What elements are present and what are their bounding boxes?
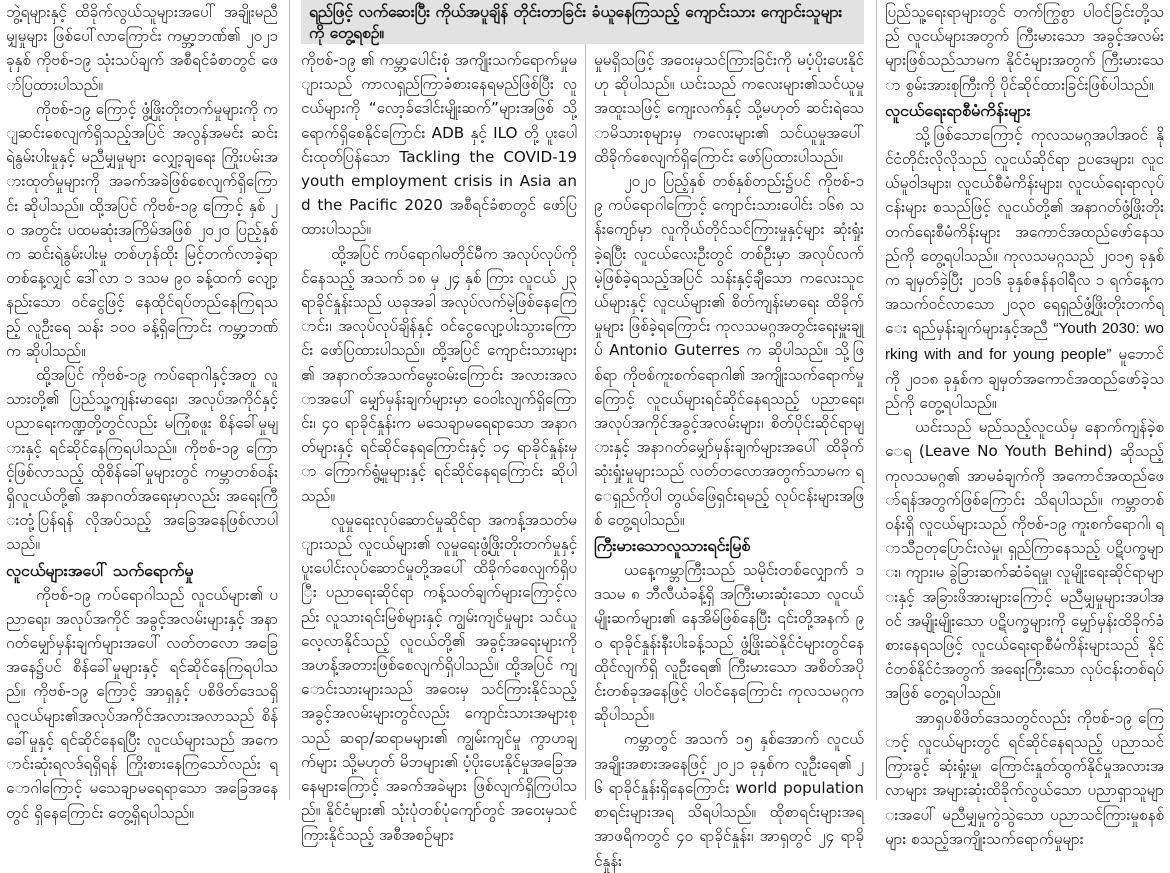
column-1 [6, 0, 278, 822]
paragraph: ယနေ့ကမ္ဘာကြီးသည် သမိုင်းတစ်လျှောက် ၁ ဒသမ ၈ ဘီလီယံခန့်ရှိ အကြီးမားဆုံးသော လူငယ်မျိုးဆက်များ၏ နေအိမ်ဖြစ်နေပြီး ၎င်းတို့အနက် ၉၀ ရာခိုင်နှုန်းနီးပါးခန့်သည် ဖွံ့ဖြိုးဆဲနိုင်ငံများတွင်နေထိုင်လျက်ရှိ လူဦးရေ၏ ကြီးမားသော အစိတ်အပိုင်းတစ်ခုအနေဖြင့် ပါဝင်နေကြောင်း ကုလသမဂ္ဂက ဆိုပါသည်။ [594, 561, 864, 725]
paragraph-text: သို့ဖြစ်သောကြောင့် ကုလသမဂ္ဂအပါအဝင် နိုင်ငံတိုင်းလိုလိုသည် လူငယ်ဆိုင်ရာ ဥပဒေများ၊ လူငယ်မူဝါဒများ၊ လူငယ်စီမံကိန်းများ၊ လူငယ်ရေးရာလုပ်ငန်းများ စသည်ဖြင့် လူငယ်တို့၏ အနာဂတ်ဖွံ့ဖြိုးတိုးတက်ရေးစီမံကိန်းများ အကောင်အထည်ဖော်နေသည်ကို တွေ့ရပါသည်။ ကုလသမဂ္ဂသည် ၂၀၁၅ ခုနှစ်က ချမှတ်ခဲ့ပြီး ၂၀၁၆ ခုနှစ်ဇန်နဝါရီလ ၁ ရက်နေ့က အသက်ဝင်လာသော ၂၀၃၀ ရေရှည်ဖွံ့ဖြိုးတိုးတက်ရေး ရည်မှန်းချက်များနှင့်အညီ [885, 125, 1164, 338]
paragraph [885, 123, 1164, 415]
paragraph: ကိုဗစ်-၁၉ ၏ ကမ္ဘာ့ပေါင်းစုံ အကျိုးသက်ရောက်မှုများသည် ကာလရှည်ကြာခံစားနေရမည်ဖြစ်ပြီး လူငယ်များကို “လော့ခ်ဒေါင်းမျိုးဆက်”များအဖြစ် သို့ ရောက်ရှိစေနိုင်ကြောင်း ADB နှင့် ILO တို့ ပူးပေါင်းထုတ်ပြန်သော Tackling the COVID-19 youth employment crisis in Asia and the Pacific 2020 အစီရင်ခံစာတွင် ဖော်ပြထားပါသည်။ [301, 51, 577, 239]
paragraph: ပြည်သူ့ရေးရာများတွင် တက်ကြွစွာ ပါဝင်ခြင်းတို့သည် လူငယ်များအတွက် ကြီးမားသော အခွင့်အလမ်းများဖြစ်သည်သာမက နိုင်ငံများအတွက် ကြီးမားသော စွမ်းအားစုကြီးကို ပိုင်ဆိုင်ထားခြင်းဖြစ်ပါသည်။ [885, 3, 1164, 94]
paragraph: ကိုဗစ်-၁၉ ကပ်ရောဂါသည် လူငယ်များ၏ ပညာရေး၊ အလုပ်အကိုင် အခွင့်အလမ်းများနှင့် အနာဂတ်မျှော်မှန်းချက်များအပေါ် လတ်တလော အခြေအနေ၌ပင် စိန်ခေါ်မှုများနှင့် ရင်ဆိုင်နေကြရပါသည်။ ကိုဗစ်-၁၉ ကြောင့် အာရှနှင့် ပစိဖိတ်ဒေသရှိ လူငယ်များ၏အလုပ်အကိုင်အလားအလာသည် စိန်ခေါ်မှုနှင့် ရင်ဆိုင်နေရပြီး လူငယ်များသည် အကောင်းဆုံးရလဒ်ရရှိရန် ကြိုးစားနေကြသော်လည်း ရောဂါကြောင့် မသေချာမရေရာသော အခြေအနေတွင် ရှိနေကြောင်း တွေ့ရှိရပါသည်။ [6, 585, 278, 822]
paragraph: ယင်းသည် မည်သည့်လူငယ်မှ နောက်ကျန်ခဲ့စေရ (Leave No Youth Behind) ဆိုသည့် ကုလသမဂ္ဂ၏ အာမခံချက်ကို အကောင်အထည်ဖော်ရန်အတွက်ဖြစ်ကြောင်း သိရပါသည်။ ကမ္ဘာတစ်ဝန်းရှိ လူငယ်များသည် ကိုဗစ်-၁၉ ကူးစက်ရောဂါ၊ ရာသီဥတုပြောင်းလဲမှု၊ ရှည်ကြာနေသည့် ပဋိပက္ခများ၊ ကျား၊မ ခွဲခြားဆက်ဆံခံရမှု၊ လူမျိုးရေးဆိုင်ရာများနှင့် အခြားဖိအားများကြောင့် မညီမျှမှုများအပါအဝင် အမျိုးမျိုးသော ပဋိပက္ခများကို မျှော်မှန်းထိခိုက်ခံစားနေရသဖြင့် လူငယ်ရေးရာစီမံကိန်းများသည် နိုင်ငံတစ်နိုင်ငံအတွက် အရေးကြီးသော လုပ်ငန်းတစ်ရပ်အဖြစ် တွေ့ရပါသည်။ [885, 418, 1164, 703]
paragraph-text: မူဘောင်ကို ၂၀၁၈ ခုနှစ်က ချမှတ်အကောင်အထည်ဖော်ခဲ့သည်ကို တွေ့ရပါသည်။ [885, 344, 1165, 413]
section-heading: လူငယ်ရေးရာစီမံကိန်းများ [885, 100, 1031, 120]
paragraph: ထို့အပြင် ကိုဗစ်-၁၉ ကပ်ရောဂါနှင့်အတူ လူသားတို့၏ ပြည်သူ့ကျန်းမာရေး၊ အလုပ်အကိုင်နှင့် ပညာရေးကဏ္ဍတို့တွင်လည်း မကြုံစဖူး စိန်ခေါ်မှုများနှင့် ရင်ဆိုင်နေကြရပါသည်။ ကိုဗစ်-၁၉ ကြောင့်ဖြစ်လာသည့် ထိုစိန်ခေါ်မှုများတွင် ကမ္ဘာတစ်ဝန်းရှိလူငယ်တို့၏ အနာဂတ်အရေးမှာလည်း အရေးကြီးတုံ့ပြန်ရန် လိုအပ်သည့် အခြေအနေဖြစ်လာပါသည်။ [6, 366, 278, 554]
column-4 [885, 0, 1165, 848]
column-rule [876, 0, 877, 800]
column-rule [585, 0, 586, 800]
paragraph: ဘွဲ့ရများနှင့် ထိခိုက်လွယ်သူများအပေါ် အချိုးမညီမျှမှုများ ဖြစ်ပေါ်လာကြောင်း ကမ္ဘာ့ဘဏ်၏ ၂၀၂၁ ခုနှစ် ကိုဗစ်-၁၉ သုံးသပ်ချက် အစီရင်ခံစာတွင် ဖော်ပြထားပါသည်။ [6, 3, 278, 94]
paragraph: အာရှပစိဖိတ်ဒေသတွင်လည်း ကိုဗစ်-၁၉ ကြောင့် လူငယ်များတွင် ရင်ဆိုင်နေရသည့် ပညာသင်ကြားခွင့် ဆုံးရှုံးမှု၊ ကြောင်းနှုတ်ထွက်နိုင်မှုအလားအလာများ အများဆုံးထိခိုက်လွယ်သော ပညာရှာသူများအပေါ် မညီမျှမှုကွဲသွဲသော ပညာသင်ကြားမှုစနစ်များ စသည့်အကျိုးသက်ရောက်မှုများ [885, 708, 1164, 848]
paragraph: ကမ္ဘာတွင် အသက် ၁၅ နှစ်အောက် လူငယ်အချိုးအစားအနေဖြင့် ၂၀၂၁ ခုနှစ်က လူဦးရေ၏ ၂၆ ရာခိုင်နှုန်းရှိနေကြောင်း world population စာရင်းများအရ သိရပါသည်။ ထိုစာရင်းများအရ အာဖရိကတွင် ၄၀ ရာခိုင်နှုန်း၊ အာရှတွင် ၂၄ ရာခိုင်နှုန်း [594, 730, 864, 870]
paragraph: မှုမရှိသဖြင့် အဝေးမှသင်ကြားခြင်းကို မပံ့ပိုးပေးနိုင်ဟု ဆိုပါသည်။ ယင်းသည် ကလေးများ၏သင်ယူမှု အထူးသဖြင့် ကျေးလက်နှင့် သို့မဟုတ် ဆင်းရဲသောမိသားစုများမှ ကလေးများ၏ သင်ယူမှုအပေါ် ထိခိုက်စေလျက်ရှိကြောင်း ဖော်ပြထားပါသည်။ [594, 51, 864, 166]
quoted-framework-title: “Youth 2030: working with and for young people” [885, 320, 1164, 363]
column-3 [594, 48, 864, 870]
paragraph: ထို့အပြင် ကပ်ရောဂါမတိုင်မီက အလုပ်လုပ်ကိုင်နေသည့် အသက် ၁၈ မှ ၂၄ နှစ် ကြား လူငယ် ၂၃ ရာခိုင်နှုန်းသည် ယခုအခါ အလုပ်လက်မဲ့ဖြစ်နေကြောင်း၊ အလုပ်လုပ်ချိန်နှင့် ဝင်ငွေလျော့ပါးသွားကြောင်း ဖော်ပြထားပါသည်။ ထို့အပြင် ကျောင်းသားများ၏ အနာဂတ်အသက်မွေးဝမ်းကြောင်း အလားအလာအပေါ် မျှော်မှန်းချက်များမှာ ဝေဝါးလျက်ရှိကြောင်း၊ ၄၀ ရာခိုင်နှုန်းက မသေချာမရေရာသော အနာဂတ်များနှင့် ရင်ဆိုင်နေရကြောင်းနှင့် ၁၄ ရာခိုင်နှုန်းမှာ ကြောက်ရွံ့မှုများနှင့် ရင်ဆိုင်နေရကြောင်း ဆိုပါသည်။ [301, 244, 577, 505]
photo-caption-headline: ရည်ဖြင့် လက်ဆေးပြီး ကိုယ်အပူချိန် တိုင်းတာခြင်း ခံယူနေကြသည့် ကျောင်းသား ကျောင်းသူများကို တွေ့ရစဉ်။ [301, 0, 864, 44]
section-heading: ကြီးမားသောလူသားရင်းမြစ် [594, 536, 751, 556]
paragraph: လူမှုရေးလုပ်ဆောင်မှုဆိုင်ရာ အကန့်အသတ်များသည် လူငယ်များ၏ လူမှုရေးဖွံ့ဖြိုးတိုးတက်မှုနှင့် ပူးပေါင်းလုပ်ဆောင်မှုတို့အပေါ် ထိခိုက်စေလျက်ရှိပြီး ပညာရေးဆိုင်ရာ ကန့်သတ်ချက်များကြောင့်လည်း လူသားရင်းမြစ်များနှင့် ကျွမ်းကျင်မှုများ သင်ယူလေ့လာနိုင်သည့် လူငယ်တို့၏ အခွင့်အရေးများကို အဟန့်အတားဖြစ်စေလျက်ရှိပါသည်။ ထို့အပြင် ကျောင်းသားများသည် အဝေးမှ သင်ကြားနိုင်သည့် အခွင့်အလမ်းများတွင်လည်း ကျောင်းသားအများစုသည် ဆရာ/ဆရာမများ၏ ကျွမ်းကျင်မှု ကွာဟချက်များ သို့မဟုတ် မိဘများ၏ ပံ့ပိုးပေးနိုင်မှုအခြေအနေများကြောင့် အခက်အခဲများ ဖြစ်လျက်ရှိကြပါသည်။ နိုင်ငံများ၏ သုံးပုံတစ်ပုံကျော်တွင် အဝေးမှသင်ကြားနိုင်သည့် အစီအစဉ်များ [301, 510, 577, 844]
column-rule [289, 0, 290, 800]
column-2 [301, 48, 577, 844]
paragraph: ကိုဗစ်-၁၉ ကြောင့် ဖွံ့ဖြိုးတိုးတက်မှုများကို ကျဆင်းစေလျက်ရှိသည့်အပြင် အလွန်အမင်း ဆင်းရဲနွမ်းပါးမှုနှင့် မညီမျှမှုများ လျှော့ချရေး ကြိုးပမ်းအားထုတ်မှုများကို အခက်အခဲဖြစ်စေလျက်ရှိကြောင်း ဆိုပါသည်။ ထို့အပြင် ကိုဗစ်-၁၉ ကြောင့် နှစ် ၂၀ အတွင်း ပထမဆုံးအကြိမ်အဖြစ် ၂၀၂၀ ပြည့်နှစ်က ဆင်းရဲနွမ်းပါးမှု တစ်ဟုန်ထိုး မြင့်တက်လာခဲ့ရာ တစ်နေ့လျှင် ဒေါ်လာ ၁ ဒသမ ၉၀ ခန့်ထက် လျော့နည်းသော ဝင်ငွေဖြင့် နေထိုင်ရပ်တည်နေကြရသည့် လူဦးရေ သန်း ၁၀၀ ခန့်ရှိကြောင်း ကမ္ဘာ့ဘဏ်က ဆိုပါသည်။ [6, 99, 278, 360]
paragraph: ၂၀၂၀ ပြည့်နှစ် တစ်နှစ်တည်း၌ပင် ကိုဗစ်-၁၉ ကပ်ရောဂါကြောင့် ကျောင်းသားပေါင်း ၁၆၈ သန်းကျော်မှာ လူကိုယ်တိုင်သင်ကြားမှုနှင့်များ ဆုံးရှုံးခဲ့ရပြီး လူငယ်လေးဦးတွင် တစ်ဦးမှာ အလုပ်လက်မဲ့ဖြစ်ခဲ့ရသည့်အပြင် သန်းနှင့်ချီသော ကလေးသူငယ်များနှင့် လူငယ်များ၏ စိတ်ကျန်းမာရေး ထိခိုက်မှုများ ဖြစ်ခဲ့ရကြောင်း ကုလသမဂ္ဂအတွင်းရေးမှူးချုပ် Antonio Guterres က ဆိုပါသည်။ သို့ဖြစ်ရာ ကိုဗစ်ကူးစက်ရောဂါ၏ အကျိုးသက်ရောက်မှုကြောင့် လူငယ်များရင်ဆိုင်နေရသည့် ပညာရေး၊ အလုပ်အကိုင်အခွင့်အလမ်းများ၊ စိတ်ပိုင်းဆိုင်ရာများနှင့် အနာဂတ်မျှော်မှန်းချက်များအပေါ် ထိခိုက်ဆုံးရှုံးမှုများသည် လတ်တလောအတွက်သာမက ရေရှည်ကိုပါ တွယ်ဖြေရှင်းရမည့် လုပ်ငန်းများအဖြစ် တွေ့ရပါသည်။ [594, 172, 864, 529]
section-heading: လူငယ်များအပေါ် သက်ရောက်မှု [6, 560, 194, 580]
